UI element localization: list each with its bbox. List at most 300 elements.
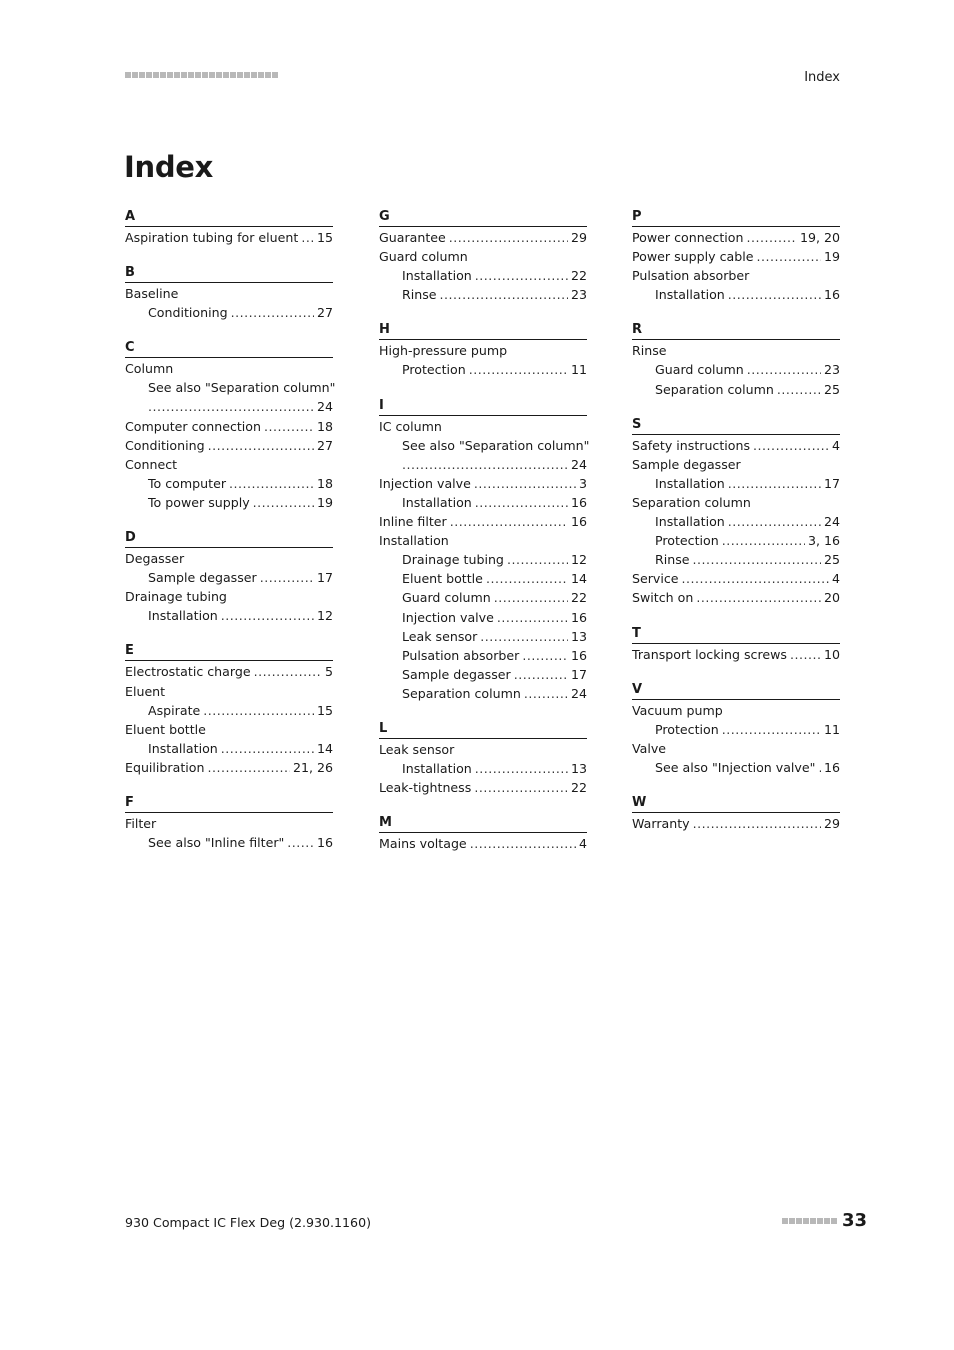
dot-leader (746, 228, 796, 247)
index-entry[interactable] (632, 720, 840, 739)
index-page-ref: 23 (823, 362, 840, 378)
index-term: Eluent bottle (125, 721, 206, 737)
index-term: Guard column (379, 249, 468, 265)
index-entry[interactable] (632, 436, 840, 455)
section-letter: S (632, 417, 840, 435)
index-page-ref: 16 (570, 514, 587, 530)
footer-page-marker (782, 1210, 867, 1231)
index-page-ref: 14 (316, 740, 333, 756)
decor-square (167, 72, 173, 78)
index-entry[interactable] (125, 474, 333, 493)
index-term: Degasser (125, 551, 185, 567)
decor-square (824, 1218, 830, 1224)
index-term: Rinse (402, 287, 437, 303)
index-entry[interactable] (125, 701, 333, 720)
index-entry[interactable] (125, 455, 333, 474)
dot-leader (474, 778, 568, 797)
dot-leader (260, 568, 314, 587)
index-section-i (379, 397, 590, 703)
running-header-title: Index (804, 70, 840, 85)
index-entry[interactable] (632, 266, 840, 285)
index-term: Safety instructions (632, 437, 751, 453)
index-term: Inline filter (379, 514, 447, 530)
index-page-ref: 19 (316, 494, 333, 510)
index-entry[interactable] (379, 493, 587, 512)
dot-leader (524, 684, 568, 703)
dot-leader (253, 493, 314, 512)
index-page-ref: 27 (316, 437, 333, 453)
index-term: Vacuum pump (632, 702, 723, 718)
index-term: Installation (148, 740, 218, 756)
index-page-ref: 21, 26 (292, 759, 333, 775)
index-page-ref: 14 (570, 571, 587, 587)
index-section-a (125, 209, 333, 247)
index-page-ref: 17 (570, 666, 587, 682)
dot-leader (728, 512, 821, 531)
index-term: Conditioning (125, 437, 205, 453)
decor-square (181, 72, 187, 78)
index-column-3 (632, 209, 840, 851)
index-page-ref: 24 (823, 514, 840, 530)
section-letter: W (632, 795, 840, 813)
dot-leader (254, 662, 322, 681)
index-entry[interactable] (632, 360, 840, 379)
dot-leader (221, 606, 314, 625)
index-entry[interactable] (379, 778, 587, 797)
dot-leader (474, 474, 576, 493)
decor-square (216, 72, 222, 78)
index-page-ref: 16 (823, 759, 840, 775)
index-term: IC column (379, 418, 442, 434)
index-page-ref: 18 (316, 475, 333, 491)
decor-square (174, 72, 180, 78)
index-page-ref: 20 (823, 590, 840, 606)
index-entry[interactable] (379, 684, 587, 703)
dot-leader (148, 397, 314, 416)
index-entry[interactable] (379, 417, 587, 436)
index-page-ref: 25 (823, 381, 840, 397)
dot-leader (208, 436, 314, 455)
index-page-ref: 3, 16 (807, 533, 840, 549)
index-term: Conditioning (148, 305, 228, 321)
index-entry[interactable] (379, 512, 587, 531)
index-page-ref: 17 (823, 475, 840, 491)
index-entry[interactable] (632, 341, 840, 360)
index-section-h (379, 322, 587, 379)
dot-leader (231, 303, 314, 322)
index-entry[interactable] (125, 682, 333, 701)
index-entry[interactable] (379, 646, 587, 665)
index-term: Pulsation absorber (632, 268, 750, 284)
index-entry[interactable] (379, 759, 587, 778)
index-entry[interactable] (379, 608, 587, 627)
index-term: Separation column (632, 494, 751, 510)
index-page-ref: 22 (570, 590, 587, 606)
index-entry[interactable] (125, 568, 333, 587)
index-term: Filter (125, 815, 157, 831)
index-term: Service (632, 571, 679, 587)
index-entry[interactable] (125, 417, 333, 436)
index-term: Power supply cable (632, 249, 754, 265)
dot-leader (450, 512, 568, 531)
index-page-ref: 19, 20 (799, 230, 840, 245)
index-page-ref: 25 (823, 552, 840, 568)
index-page-ref: 24 (316, 399, 333, 415)
decor-square (223, 72, 229, 78)
index-term: Protection (655, 721, 719, 737)
index-section-f (125, 795, 333, 852)
index-entry[interactable] (125, 814, 333, 833)
section-letter: C (125, 340, 333, 358)
index-section-e (125, 643, 333, 777)
index-entry[interactable] (632, 531, 840, 550)
dot-leader (722, 531, 805, 550)
index-term: Sample degasser (632, 456, 741, 472)
index-entry[interactable] (125, 284, 333, 303)
index-page-ref: 12 (570, 552, 587, 568)
index-entry[interactable] (379, 455, 587, 474)
dot-leader (696, 588, 821, 607)
index-entry[interactable] (379, 266, 587, 285)
index-term: Separation column (655, 381, 774, 397)
index-entry[interactable] (125, 662, 333, 681)
index-term: Installation (402, 761, 472, 777)
index-term: Electrostatic charge (125, 664, 251, 680)
index-page-ref: 16 (570, 647, 587, 663)
index-section-r (632, 322, 840, 398)
index-entry[interactable] (379, 436, 590, 455)
index-entry[interactable] (125, 228, 333, 247)
index-entry[interactable] (632, 701, 840, 720)
index-entry[interactable] (632, 455, 840, 474)
index-column-2 (379, 209, 590, 871)
index-page-ref: 10 (823, 646, 840, 662)
dot-leader (203, 701, 314, 720)
index-term: High-pressure pump (379, 343, 508, 359)
index-entry[interactable] (125, 436, 333, 455)
index-page-ref: 27 (316, 305, 333, 321)
index-section-m (379, 815, 587, 853)
index-term: Injection valve (402, 609, 494, 625)
index-entry[interactable] (632, 474, 840, 493)
index-term: Column (125, 361, 174, 377)
dot-leader (818, 758, 821, 777)
dot-leader (470, 834, 576, 853)
index-term: Guard column (655, 362, 744, 378)
index-page-ref: 19 (823, 249, 840, 265)
index-entry[interactable] (379, 588, 587, 607)
index-section-w (632, 795, 840, 833)
index-entry[interactable] (125, 606, 333, 625)
decor-square (817, 1218, 823, 1224)
index-entry[interactable] (632, 550, 840, 569)
index-page-ref: 16 (570, 494, 587, 510)
index-term: Installation (148, 608, 218, 624)
index-entry[interactable] (379, 740, 587, 759)
index-term: Installation (402, 268, 472, 284)
dot-leader (722, 720, 821, 739)
index-entry[interactable] (632, 493, 840, 512)
index-entry[interactable] (125, 720, 333, 739)
index-page-ref: 13 (570, 761, 587, 777)
index-entry[interactable] (379, 474, 587, 493)
dot-leader (402, 455, 568, 474)
index-page-ref: 22 (570, 780, 587, 796)
index-term: Connect (125, 456, 178, 472)
dot-leader (449, 228, 568, 247)
index-entry[interactable] (632, 380, 840, 399)
section-letter: D (125, 530, 333, 548)
section-letter: M (379, 815, 587, 833)
decor-square (153, 72, 159, 78)
index-term: Valve (632, 740, 667, 756)
index-entry[interactable] (632, 247, 840, 266)
index-entry[interactable] (379, 550, 587, 569)
index-entry[interactable] (379, 228, 587, 247)
decor-square (237, 72, 243, 78)
index-term: See also "Separation column" (148, 380, 336, 396)
index-term: Sample degasser (148, 570, 257, 586)
page-number: 33 (841, 1210, 867, 1231)
index-term: Separation column (402, 685, 521, 701)
index-entry[interactable] (125, 303, 333, 322)
index-term: See also "Separation column" (402, 437, 590, 453)
decor-square (230, 72, 236, 78)
index-term: Protection (402, 362, 466, 378)
dot-leader (728, 285, 821, 304)
index-page-ref: 5 (324, 664, 333, 680)
dot-leader (756, 247, 821, 266)
index-entry[interactable] (379, 834, 587, 853)
index-term: Installation (655, 287, 725, 303)
index-section-v (632, 682, 840, 777)
index-page-ref: 18 (316, 418, 333, 434)
decor-square (125, 72, 131, 78)
dot-leader (480, 627, 568, 646)
decor-square (803, 1218, 809, 1224)
index-term: Eluent bottle (402, 571, 483, 587)
decor-square (272, 72, 278, 78)
index-page-ref: 15 (316, 230, 333, 245)
index-entry[interactable] (125, 758, 333, 777)
dot-leader (747, 360, 821, 379)
index-term: Guard column (402, 590, 491, 606)
decor-square (251, 72, 257, 78)
index-term: Mains voltage (379, 836, 467, 852)
index-entry[interactable] (632, 512, 840, 531)
index-page-ref: 4 (578, 836, 587, 852)
footer-document-title: 930 Compact IC Flex Deg (2.930.1160) (125, 1215, 371, 1230)
index-section-s (632, 417, 840, 608)
decor-square (244, 72, 250, 78)
index-entry[interactable] (632, 758, 840, 777)
section-letter: A (125, 209, 333, 227)
index-page-ref: 17 (316, 570, 333, 586)
index-entry[interactable] (632, 228, 840, 247)
index-page-ref: 4 (831, 571, 840, 587)
index-term: Warranty (632, 815, 690, 831)
dot-leader (486, 569, 568, 588)
dot-leader (777, 380, 821, 399)
section-letter: I (379, 398, 587, 416)
index-column-1 (125, 209, 336, 870)
index-term: Protection (655, 533, 719, 549)
index-entry[interactable] (379, 627, 587, 646)
decor-square (810, 1218, 816, 1224)
index-entry[interactable] (632, 569, 840, 588)
section-letter: B (125, 265, 333, 283)
dot-leader (469, 360, 568, 379)
index-page-ref: 24 (570, 685, 587, 701)
dot-leader (494, 588, 568, 607)
index-term: Power connection (632, 230, 744, 245)
index-entry[interactable] (125, 378, 336, 397)
index-page-ref: 11 (823, 721, 840, 737)
index-term: Leak sensor (379, 741, 455, 757)
decor-square (265, 72, 271, 78)
index-term: Sample degasser (402, 666, 511, 682)
index-entry[interactable] (125, 833, 333, 852)
index-term: Rinse (655, 552, 690, 568)
dot-leader (522, 646, 568, 665)
index-entry[interactable] (379, 341, 587, 360)
section-letter: P (632, 209, 840, 227)
decor-square (782, 1218, 788, 1224)
section-letter: G (379, 209, 587, 227)
dot-leader (287, 833, 314, 852)
index-term: See also "Inline filter" (148, 835, 285, 851)
dot-leader (693, 550, 821, 569)
decor-square (202, 72, 208, 78)
index-entry[interactable] (632, 285, 840, 304)
decor-square (139, 72, 145, 78)
index-page-ref: 16 (570, 609, 587, 625)
index-page-ref: 15 (316, 702, 333, 718)
index-entry[interactable] (379, 285, 587, 304)
index-term: Installation (402, 494, 472, 510)
decor-square (789, 1218, 795, 1224)
dot-leader (514, 665, 568, 684)
decor-square (796, 1218, 802, 1224)
index-entry[interactable] (125, 739, 333, 758)
index-entry[interactable] (125, 493, 333, 512)
index-term: Installation (655, 514, 725, 530)
decor-square (258, 72, 264, 78)
index-section-b (125, 265, 333, 322)
decor-square (195, 72, 201, 78)
decor-square (188, 72, 194, 78)
index-entry[interactable] (379, 531, 587, 550)
index-entry[interactable] (379, 665, 587, 684)
index-term: Switch on (632, 590, 694, 606)
dot-leader (229, 474, 314, 493)
index-section-t (632, 626, 840, 664)
index-page-ref: 29 (823, 815, 840, 831)
index-term: Drainage tubing (402, 552, 504, 568)
dot-leader (507, 550, 568, 569)
index-page-ref: 13 (570, 628, 587, 644)
index-term: Transport locking screws (632, 646, 787, 662)
dot-leader (221, 739, 314, 758)
dot-leader (682, 569, 829, 588)
index-term: Injection valve (379, 475, 471, 491)
section-letter: F (125, 795, 333, 813)
decor-square (831, 1218, 837, 1224)
index-term: Leak sensor (402, 628, 478, 644)
section-letter: R (632, 322, 840, 340)
index-page-ref: 16 (316, 835, 333, 851)
index-term: Installation (379, 533, 449, 549)
dot-leader (475, 266, 568, 285)
index-section-g (379, 209, 587, 304)
index-entry[interactable] (125, 397, 333, 416)
index-section-c (125, 340, 336, 512)
index-entry[interactable] (125, 359, 333, 378)
decor-square (160, 72, 166, 78)
section-letter: E (125, 643, 333, 661)
index-term: Baseline (125, 286, 179, 302)
page-title: Index (124, 150, 214, 184)
index-term: Computer connection (125, 418, 261, 434)
index-page-ref: 12 (316, 608, 333, 624)
dot-leader (790, 645, 821, 664)
index-entry[interactable] (125, 587, 333, 606)
index-term: Aspirate (148, 702, 201, 718)
index-entry[interactable] (379, 360, 587, 379)
dot-leader (301, 228, 314, 247)
index-entry[interactable] (632, 739, 840, 758)
index-term: To power supply (148, 494, 250, 510)
dot-leader (728, 474, 821, 493)
index-entry[interactable] (632, 645, 840, 664)
index-term: Pulsation absorber (402, 647, 520, 663)
index-term: Guarantee (379, 230, 446, 245)
index-entry[interactable] (379, 569, 587, 588)
footer-decoration (782, 1218, 837, 1224)
index-term: Aspiration tubing for eluent (125, 230, 299, 245)
dot-leader (475, 759, 568, 778)
index-entry[interactable] (125, 549, 333, 568)
index-page-ref: 22 (570, 268, 587, 284)
index-page-ref: 11 (570, 362, 587, 378)
section-letter: V (632, 682, 840, 700)
index-entry[interactable] (632, 814, 840, 833)
header-decoration (125, 72, 278, 78)
index-page-ref: 16 (823, 287, 840, 303)
index-page-ref: 4 (831, 437, 840, 453)
index-page-ref: 23 (570, 287, 587, 303)
index-term: Eluent (125, 683, 166, 699)
index-entry[interactable] (379, 247, 587, 266)
index-term: Leak-tightness (379, 780, 472, 796)
dot-leader (475, 493, 568, 512)
section-letter: T (632, 626, 840, 644)
index-term: Equilibration (125, 759, 205, 775)
section-letter: H (379, 322, 587, 340)
index-page-ref: 24 (570, 456, 587, 472)
index-term: Installation (655, 475, 725, 491)
dot-leader (264, 417, 314, 436)
dot-leader (440, 285, 568, 304)
index-section-l (379, 721, 587, 797)
section-letter: L (379, 721, 587, 739)
index-term: Rinse (632, 343, 667, 359)
index-page-ref: 3 (578, 475, 587, 491)
index-section-d (125, 530, 333, 625)
decor-square (146, 72, 152, 78)
index-term: To computer (148, 475, 226, 491)
index-entry[interactable] (632, 588, 840, 607)
